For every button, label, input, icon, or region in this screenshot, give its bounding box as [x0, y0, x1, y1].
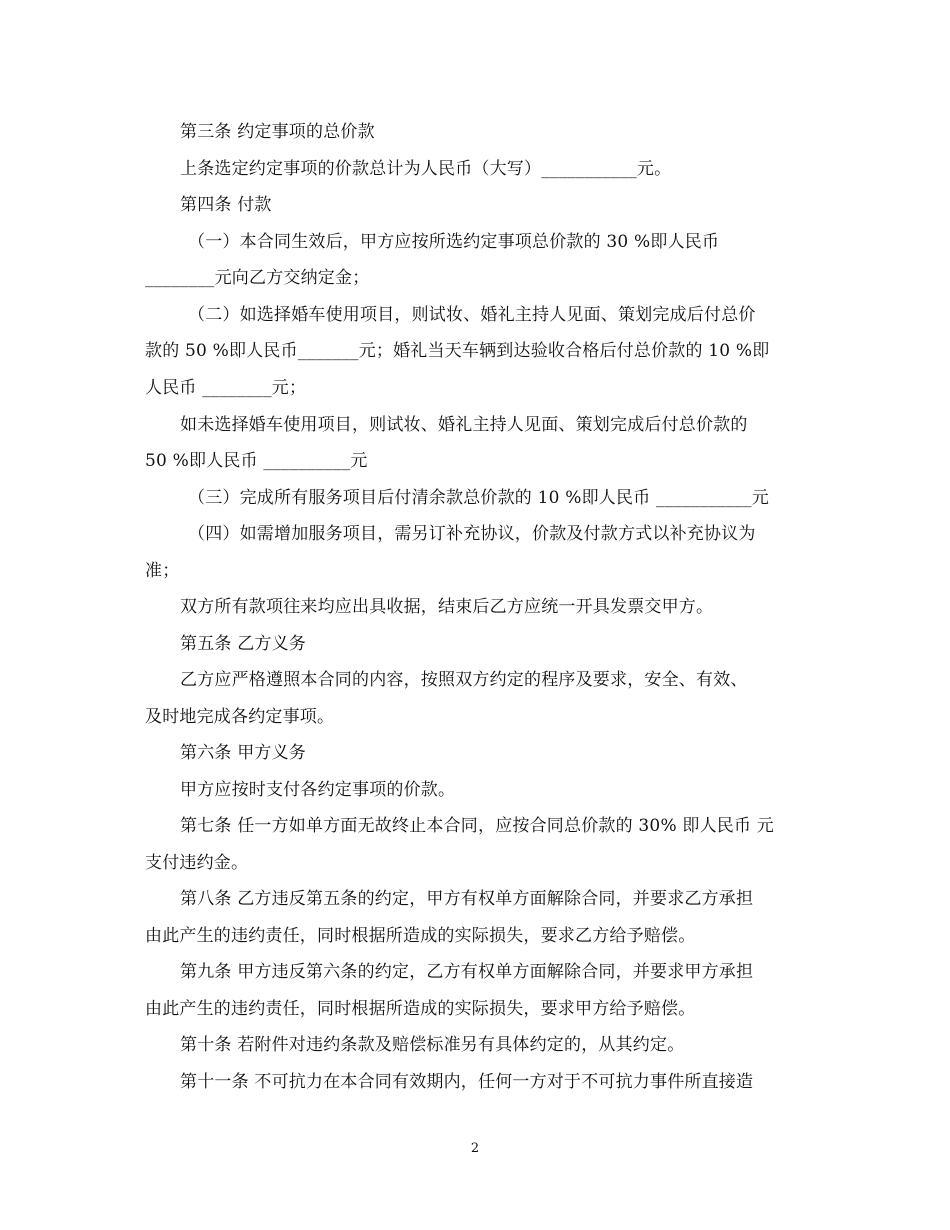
- paragraph-line: 人民币 ________元；: [145, 378, 307, 398]
- article-5-heading: 第五条 乙方义务: [180, 634, 307, 654]
- article-6-heading: 第六条 甲方义务: [180, 743, 307, 763]
- paragraph-line: 及时地完成各约定事项。: [145, 707, 335, 727]
- paragraph-line: 准；: [145, 561, 180, 581]
- paragraph-line: 如未选择婚车使用项目，则试妆、婚礼主持人见面、策划完成后付总价款的: [180, 415, 748, 435]
- paragraph-line: 支付违约金。: [145, 853, 249, 873]
- paragraph-line: 50 %即人民币 __________元: [145, 451, 368, 471]
- paragraph-line: 款的 50 %即人民币_______元；婚礼当天车辆到达验收合格后付总价款的 10 %即: [145, 341, 770, 361]
- paragraph-line: 由此产生的违约责任，同时根据所造成的实际损失，要求乙方给予赔偿。: [145, 926, 696, 946]
- paragraph-line: 甲方应按时支付各约定事项的价款。: [180, 780, 456, 800]
- article-8-line: 第八条 乙方违反第五条的约定，甲方有权单方面解除合同，并要求乙方承担: [180, 889, 754, 909]
- paragraph-line: （三）完成所有服务项目后付清余款总价款的 10 %即人民币 ___________元: [188, 488, 769, 508]
- article-11-line: 第十一条 不可抗力在本合同有效期内，任何一方对于不可抗力事件所直接造: [180, 1072, 754, 1092]
- paragraph-line: （四）如需增加服务项目，需另订补充协议，价款及付款方式以补充协议为: [188, 524, 756, 544]
- paragraph-line: 双方所有款项往来均应出具收据，结束后乙方应统一开具发票交甲方。: [180, 597, 714, 617]
- article-7-line: 第七条 任一方如单方面无故终止本合同，应按合同总价款的 30% 即人民币 元: [180, 816, 774, 836]
- article-10-line: 第十条 若附件对违约条款及赔偿标准另有具体约定的，从其约定。: [180, 1035, 685, 1055]
- paragraph-line: （一）本合同生效后，甲方应按所选约定事项总价款的 30 %即人民币: [188, 232, 720, 252]
- article-9-line: 第九条 甲方违反第六条的约定，乙方有权单方面解除合同，并要求甲方承担: [180, 962, 754, 982]
- page-number: 2: [470, 1141, 480, 1156]
- paragraph-line: 上条选定约定事项的价款总计为人民币（大写）___________元。: [180, 159, 672, 179]
- paragraph-line: 由此产生的违约责任，同时根据所造成的实际损失，要求甲方给予赔偿。: [145, 999, 696, 1019]
- article-4-heading: 第四条 付款: [180, 195, 272, 215]
- paragraph-line: 乙方应严格遵照本合同的内容，按照双方约定的程序及要求，安全、有效、: [180, 670, 748, 690]
- paragraph-line: ________元向乙方交纳定金；: [145, 268, 370, 288]
- article-3-heading: 第三条 约定事项的总价款: [180, 122, 375, 142]
- paragraph-line: （二）如选择婚车使用项目，则试妆、婚礼主持人见面、策划完成后付总价: [188, 305, 756, 325]
